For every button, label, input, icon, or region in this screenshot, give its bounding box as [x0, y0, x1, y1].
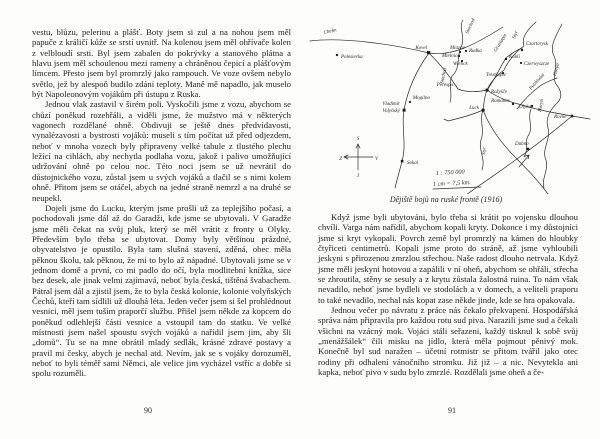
- paragraph: Když jsme byli ubytováni, bylo třeba si krátit po vojensku dlouhou chvíli. Varga nám nařídil, abychom kopali kryty. Dokonce i my důstojníci jsme si kryt vykopali. Povrch země byl promrzlý na kámen do hloubky čtyřiceti centimetrů. Kopali jsme proto do stráně, až jsme vyhloubili jeskyni s přirozenou zmrzlou střechou. Naše radost dlouho netrvala. Když jsme měli jeskyni hotovou a zapálili v ní oheň, abychom se ohřáli, střecha se zhroutila, stěny se sesuly a z krytu zůstala žalostná ruina. To nám však nevadilo, neboť jsme bydleli ve stodolách a v domech, a veliteli praporu to také nevadilo, nechal nás kopat zase někde jinde, kde se hra opakovala.: [318, 212, 578, 305]
- map-label: Z: [339, 157, 342, 162]
- map-label: Gruziatyn: [493, 33, 509, 54]
- map-label: Horyń: [538, 98, 546, 113]
- map-label: Kolki: [509, 55, 520, 60]
- map-label: V: [375, 157, 379, 162]
- paragraph: vestu, blůzu, pelerinu a plášť. Boty jsem si zul a na nohou jsem měl papuče z králičí kůže se srstí uvnitř. Na kolenou jsem měl ohřívače kolen z velbloudí srsti. Byl jsem zabalen do pokrývky a stanového plátna a hlavu jsem měl schoulenou mezi rameny a chráněnou čepicí a plášťovým límcem. Přesto jsem byl promrzlý jako rampouch. Ve voze ovšem nebylo světlo, jež by alespoň budilo zdání teploty. Maně mě napadlo, jak muselo být Napoleonovým vojákům při ústupu z Ruska.: [32, 27, 291, 100]
- map-label: Sokal: [407, 161, 419, 166]
- road-rovne-southwest: [462, 116, 572, 194]
- map-label: Trestiapec: [486, 73, 507, 78]
- map-label: Putiłówka: [528, 72, 547, 92]
- map-label: Rudka: [469, 49, 482, 54]
- river-horyn: [543, 24, 562, 188]
- road-kovel-south: [395, 53, 429, 188]
- map-label: 1 cm = 7,5 km.: [432, 179, 471, 188]
- right-page-number: 91: [448, 406, 456, 415]
- map-label: Mogilno: [413, 96, 430, 101]
- map-caption: Dějiště bojů na ruské frontě (1916): [389, 195, 503, 204]
- map-label: Horyń: [553, 62, 562, 77]
- map-label: Perespa: [436, 83, 453, 88]
- left-page-number: 90: [144, 406, 152, 415]
- map-label: Luck: [469, 106, 479, 111]
- map-label: Rožyšče: [491, 90, 508, 95]
- map-label: Romanov: [491, 99, 510, 104]
- map-label: Stochod: [440, 67, 449, 85]
- map-label: Dubno: [515, 142, 529, 147]
- map-label: S: [356, 137, 360, 142]
- map-label: Volyňský: [382, 109, 400, 114]
- map-label: Miazov: [450, 46, 465, 51]
- road-luck-west: [444, 110, 483, 121]
- map-label: Kovel: [415, 46, 427, 51]
- map-label: Chełm: [323, 28, 338, 36]
- map-label: Czerwyszcze: [524, 62, 550, 67]
- map-labels: [323, 18, 567, 188]
- left-page-text: [32, 27, 291, 379]
- map-label: J: [356, 174, 360, 179]
- map-label: Olyka: [519, 105, 531, 110]
- compass-rose: [344, 144, 373, 170]
- paragraph: Dojeli jsme do Lucku, kterým jsme prošli už za teplejšího počasí, a pochodovali jsme dál až do Garadži, kde jsme se ubytovali. V Garadže jsme měli čekat na svůj pluk, který se měl vrátit z fronty u Olyky. Především bylo třeba se ubytovat. Domy byly většinou prázdné, obyvatelstvo je opustilo. Byla tam slušná stavení, zděná, obec měla pěknou školu, tak pěknou, že mi to bylo až nápadné. Ubytovali jsme se v jednom domě a první, co mi padlo do očí, byla modlitební knížka, sice bez desek, ale jinak velmi zajímavá, neboť byla česká, tištěná švabachem. Pátral jsem dál a zjistil jsem, že to byla česká kolonie, kolonie volyňských Čechů, kteří tam sídlili už dlouhá léta. Jeden večer jsem si šel prohlédnout vesnici, měl jsem tuším praporčí službu. Přišel jsem někde za kopcem do poněkud odlehlejší části vesnice a vstoupil tam do statku. Ve velké místnosti jsem našel spoustu svých vojáků a nařídil jsem jim, aby šli „domů“. Tu se na mne obrátil mladý sedlák, krásné zdravé postavy a pravil mi česky, abych je nechal atd. Nevím, jak se s vojáky dorozuměl, neboť to byli téměř sami Němci, ale velice jim vycházel vstříc a dobře si spolu rozuměli.: [32, 202, 291, 379]
- road-luck-southeast: [483, 110, 548, 194]
- map-label: Styr: [482, 146, 488, 156]
- right-page-text: [318, 212, 578, 378]
- map-drawing: [300, 18, 592, 194]
- map-label: Stochod: [465, 18, 477, 35]
- map-label: 1 : 750 000: [435, 168, 465, 177]
- map-label: Wielick: [453, 62, 468, 67]
- paragraph: Jednou večer po návratu z práce nás čekalo překvapení. Hospodářská správa nám připravila pro každou rotu sud piva. Narazili jsme sud a čekali všichni na vzácný mok. Vojáci stáli seřazeni, každý tisknul k sobě svůj „menážšálek“ čili misku na jídlo, která měla pojmout pěnivý mok. Konečně byl sud naražen – účetní rotmistr se přitom tvářil jako otec rodiny při odhalení vánočního stromku. Již již – a nic. Nevytekla ani kapka, neboť pivo v sudu bylo zmrzlé. Rozdělali jsme oheň a če-: [318, 305, 578, 378]
- paragraph: Jednou vlak zastavil v širém poli. Vyskočili jsme z vozu, abychom se chůzí poněkud rozehřáli, a viděli jsme, že mužstvo má v některých vagonech rozdělané ohně. Obdivuji se ještě dnes předvídavosti, vynalézavosti a bystrosti vojáků: museli s tím počítat už před odjezdem, neboť v mnoha vozech byly připraveny velké tabule z tlustého plechu ležící na cihlách, aby nechytla podlaha vozu, jakož i palivo umožňující udržování ohně po celou noc. Této noci jsem se už nevrátil do důstojnického vozu, zůstal jsem u svých vojáků a tlačil se s nimi kolem ohně. Přitom jsem se otáčel, abych na jedné straně nemrzl a na druhé se neupekl.: [32, 99, 291, 203]
- map-label: Czartorysk: [526, 42, 548, 47]
- map-label: Vladimír: [382, 102, 400, 107]
- map-label: Styr: [512, 30, 520, 40]
- war-front-map: [300, 18, 592, 194]
- map-label: Rovne: [554, 115, 567, 120]
- map-label: Mielnica: [442, 54, 460, 59]
- map-label: Polesiecka: [341, 55, 363, 60]
